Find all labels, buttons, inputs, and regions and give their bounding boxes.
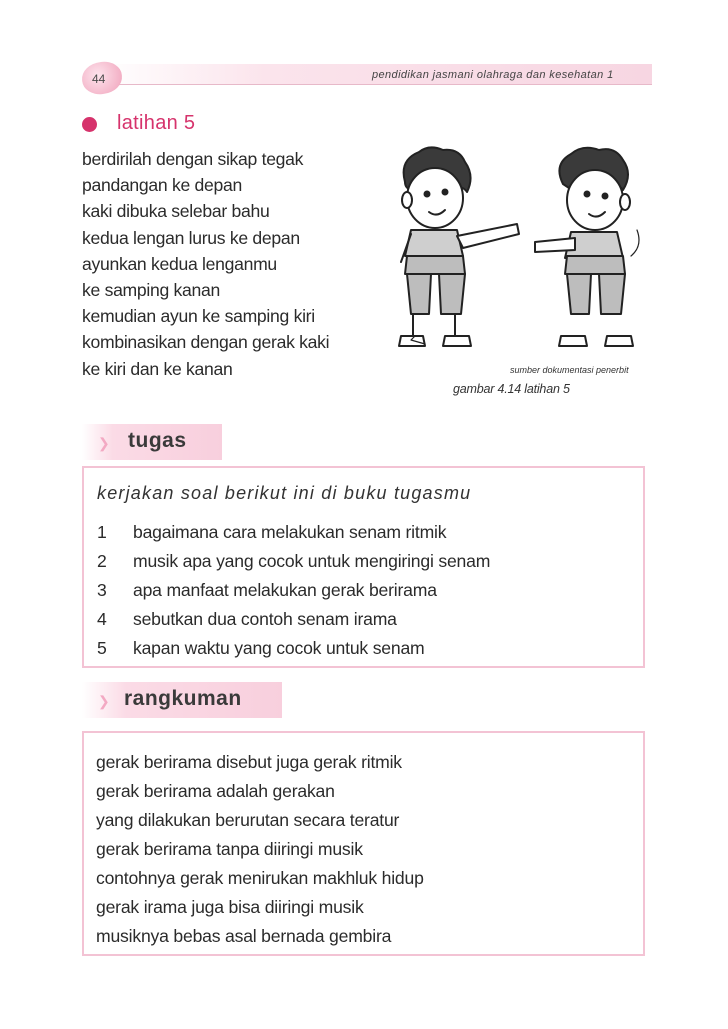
- list-item: [97, 518, 490, 547]
- instruction-line: kombinasikan dengan gerak kaki: [82, 332, 330, 353]
- header-rule: [100, 84, 652, 85]
- rangkuman-text: [96, 748, 496, 951]
- instruction-line: ke samping kanan: [82, 280, 220, 301]
- item-text: musik apa yang cocok untuk mengiringi senam: [133, 551, 491, 571]
- item-text: kapan waktu yang cocok untuk senam: [133, 638, 425, 658]
- summary-line: contohnya gerak menirukan makhluk hidup: [96, 868, 424, 888]
- instruction-line: kedua lengan lurus ke depan: [82, 227, 300, 248]
- child-left-figure: [399, 147, 519, 346]
- summary-line: gerak irama juga bisa diiringi musik: [96, 897, 364, 917]
- page-number: 44: [92, 72, 106, 86]
- tugas-list: [97, 518, 490, 663]
- instruction-line: kemudian ayun ke samping kiri: [82, 306, 315, 327]
- instruction-line: berdirilah dengan sikap tegak: [82, 149, 304, 169]
- instruction-line: ayunkan kedua lenganmu: [82, 253, 277, 274]
- exercise-illustration: [385, 144, 655, 364]
- instruction-line: ke kiri dan ke kanan: [82, 358, 233, 379]
- bullet-dot-icon: [82, 117, 97, 132]
- item-number: 5: [97, 638, 107, 658]
- running-head: pendidikan jasmani olahraga dan kesehatan 1: [372, 69, 614, 81]
- summary-line: yang dilakukan berurutan secara teratur: [96, 810, 400, 830]
- section-title: latihan 5: [117, 112, 196, 134]
- rangkuman-heading: rangkuman: [124, 687, 242, 710]
- list-item: [97, 547, 490, 576]
- summary-line: gerak berirama adalah gerakan: [96, 781, 335, 801]
- tugas-heading: tugas: [128, 429, 187, 452]
- chevron-right-icon: ❯: [98, 693, 110, 709]
- item-number: 2: [97, 551, 107, 571]
- item-text: sebutkan dua contoh senam irama: [133, 609, 397, 629]
- instruction-line: kaki dibuka selebar bahu: [82, 201, 270, 222]
- summary-line: musiknya bebas asal bernada gembira: [96, 926, 392, 946]
- child-right-figure: [535, 148, 639, 346]
- list-item: [97, 634, 490, 663]
- exercise-instructions: [82, 146, 382, 382]
- list-item: [97, 605, 490, 634]
- instruction-line: pandangan ke depan: [82, 175, 242, 196]
- figure-caption: gambar 4.14 latihan 5: [453, 382, 570, 396]
- chevron-right-icon: ❯: [98, 435, 110, 451]
- image-credit: sumber dokumentasi penerbit: [510, 365, 629, 375]
- tugas-intro: kerjakan soal berikut ini di buku tugasmu: [97, 483, 472, 503]
- item-number: 4: [97, 609, 107, 629]
- item-text: apa manfaat melakukan gerak berirama: [133, 580, 437, 600]
- list-item: [97, 576, 490, 605]
- item-number: 1: [97, 522, 107, 542]
- item-number: 3: [97, 580, 107, 600]
- summary-line: gerak berirama tanpa diiringi musik: [96, 839, 363, 859]
- summary-line: gerak berirama disebut juga gerak ritmik: [96, 752, 402, 772]
- item-text: bagaimana cara melakukan senam ritmik: [133, 522, 447, 542]
